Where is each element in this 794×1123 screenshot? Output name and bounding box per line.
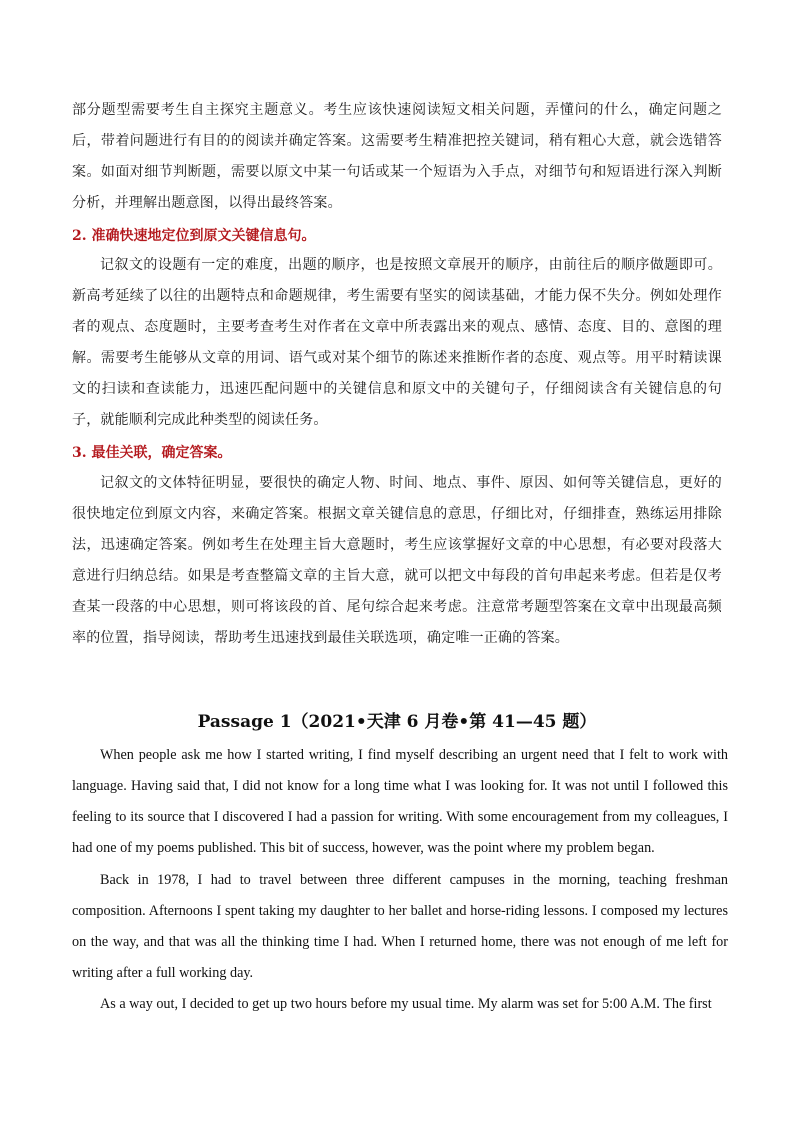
section-2-heading: 2. 准确快速地定位到原文关键信息句。 [72,228,316,244]
passage-paragraph-2: Back in 1978, I had to travel between three different campuses in the morning, teaching freshman composition. Afternoons I spent taking my daughter to her ballet and horse-riding lessons. I composed my lectures on the way, and that was all the thinking time I had. When I returned home, there was not enough of me left for writing after a full working day. [72,872,728,981]
section-3-body: 记叙文的文体特征明显，要很快的确定人物、时间、地点、事件、原因、如何等关键信息，更好的很快地定位到原文内容，来确定答案。根据文章关键信息的意思，仔细比对，仔细排查，熟练运用排除法，迅速确定答案。例如考生在处理主旨大意题时，考生应该掌握好文章的中心思想，有必要对段落大意进行归纳总结。如果是考查整篇文章的主旨大意，就可以把文中每段的首句串起来考虑。但若是仅考查某一段落的中心思想，则可将该段的首、尾句综合起来考虑。注意常考题型答案在文章中出现最高频率的位置，指导阅读，帮助考生迅速找到最佳关联选项，确定唯一正确的答案。 [72,475,722,646]
intro-paragraph: 部分题型需要考生自主探究主题意义。考生应该快速阅读短文相关问题，弄懂问的什么，确定问题之后，带着问题进行有目的的阅读并确定答案。这需要考生精准把控关键词，稍有粗心大意，就会选错答案。如面对细节判断题，需要以原文中某一句话或某一个短语为入手点，对细节句和短语进行深入判断分析，并理解出题意图，以得出最终答案。 [72,102,722,211]
passage-paragraph-3: As a way out, I decided to get up two hours before my usual time. My alarm was set for 5:00 A.M. The first [100,996,712,1012]
section-3-heading: 3. 最佳关联，确定答案。 [72,445,232,461]
section-2-body: 记叙文的设题有一定的难度，出题的顺序，也是按照文章展开的顺序，由前往后的顺序做题即可。新高考延续了以往的出题特点和命题规律，考生需要有坚实的阅读基础，才能力保不失分。例如处理作者的观点、态度题时，主要考查考生对作者在文章中所表露出来的观点、感情、态度、目的、意图的理解。需要考生能够从文章的用词、语气或对某个细节的陈述来推断作者的态度、观点等。用平时精读课文的扫读和查读能力，迅速匹配问题中的关键信息和原文中的关键句子，仔细阅读含有关键信息的句子，就能顺利完成此种类型的阅读任务。 [72,257,722,428]
passage-paragraph-1: When people ask me how I started writing, I find myself describing an urgent need that I felt to work with language. Having said that, I did not know for a long time what I was looking for. It was not until I followed this feeling to its source that I discovered I had a passion for writing. With some encouragement from my colleagues, I had one of my poems published. This bit of success, however, was the point where my problem began. [72,747,728,856]
passage-title: Passage 1（2021•天津 6 月卷•第 41—45 题） [197,712,597,732]
